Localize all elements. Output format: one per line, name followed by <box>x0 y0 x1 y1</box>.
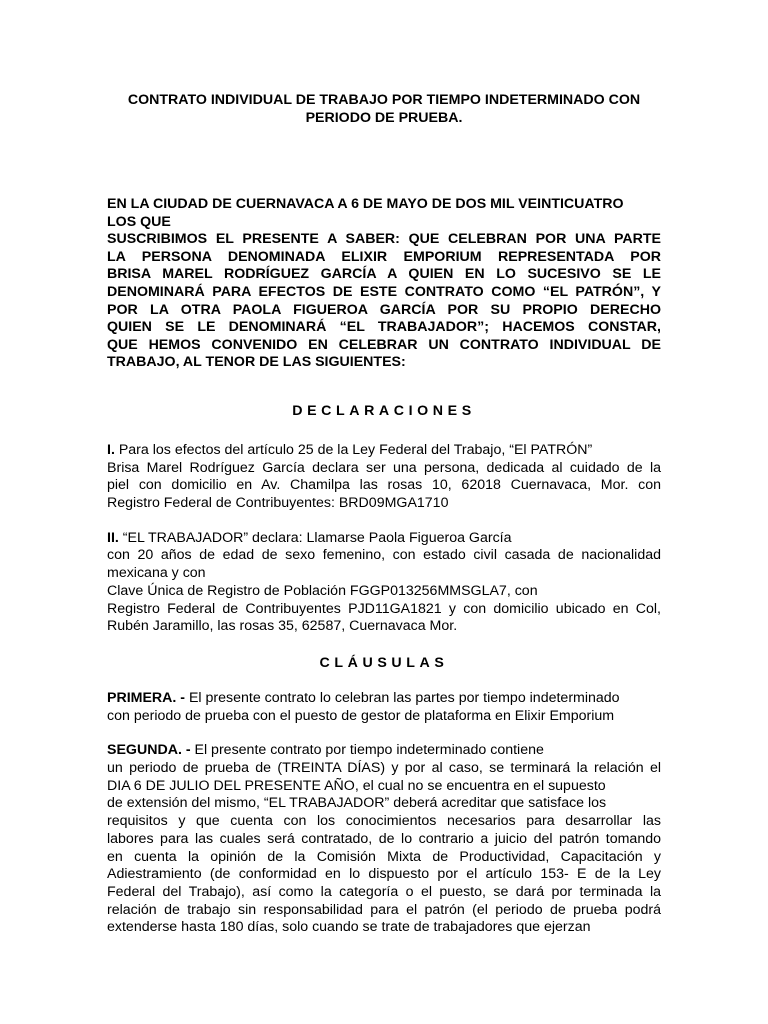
intro-paragraph <box>107 196 661 372</box>
clausulas-heading: CLÁUSULAS <box>319 654 449 671</box>
contract-page <box>107 92 661 937</box>
declaration-text: “EL TRABAJADOR” declara: Llamarse Paola Figueroa García <box>118 529 512 546</box>
intro-line: QUE HEMOS CONVENIDO EN CELEBRAR UN CONTRATO INDIVIDUAL DE <box>107 336 661 353</box>
clausula-primera <box>107 690 661 725</box>
clausula-line: relación de trabajo sin responsabilidad para el patrón (el periodo de prueba podrá <box>107 901 661 918</box>
declaration-line: mexicana y con <box>107 565 206 582</box>
clausula-line: con periodo de prueba con el puesto de gestor de plataforma en Elixir Emporium <box>107 707 615 724</box>
clausula-text: El presente contrato lo celebran las partes por tiempo indeterminado <box>185 689 620 706</box>
clausula-line: DIA 6 DE JULIO DEL PRESENTE AÑO, el cual no se encuentra en el supuesto <box>107 777 606 794</box>
clausula-label: PRIMERA. - <box>107 689 186 706</box>
clausula-line: un periodo de prueba de (TREINTA DÍAS) y por al caso, se terminará la relación el <box>107 760 661 777</box>
title-line: CONTRATO INDIVIDUAL DE TRABAJO POR TIEMPO INDETERMINADO CON <box>127 92 641 108</box>
declaration-1 <box>107 442 661 513</box>
intro-line: EN LA CIUDAD DE CUERNAVACA A 6 DE MAYO DE DOS MIL VEINTICUATRO <box>107 196 624 212</box>
declaration-line: Registro Federal de Contribuyentes: BRD09MGA1710 <box>107 495 449 512</box>
declaration-text: Para los efectos del artículo 25 de la Ley Federal del Trabajo, “El PATRÓN” <box>114 441 593 458</box>
declaration-line: Brisa Marel Rodríguez García declara ser una persona, dedicada al cuidado de la <box>107 459 661 476</box>
intro-line: SUSCRIBIMOS EL PRESENTE A SABER: QUE CELEBRAN POR UNA PARTE <box>107 231 661 248</box>
declaration-label: I. <box>107 441 115 458</box>
declaration-line: con 20 años de edad de sexo femenino, con estado civil casada de nacionalidad <box>107 547 661 564</box>
declaration-line: Clave Única de Registro de Población FGGP013256MMSGLA7, con <box>107 582 538 599</box>
clausula-line: Adiestramiento (de conformidad en lo dispuesto por el artículo 153- E de la Ley <box>107 866 661 883</box>
intro-line: DENOMINARÁ PARA EFECTOS DE ESTE CONTRATO COMO “EL PATRÓN”, Y <box>107 283 661 300</box>
intro-line: LOS QUE <box>107 213 171 230</box>
intro-line: POR LA OTRA PAOLA FIGUEROA GARCÍA POR SU PROPIO DERECHO <box>107 301 661 318</box>
declaration-label: II. <box>107 529 119 546</box>
clausula-line: labores para las cuales será contratado, de lo contrario a juicio del patrón tomando <box>107 830 661 847</box>
clausula-line: de extensión del mismo, “EL TRABAJADOR” deberá acreditar que satisface los <box>107 795 607 812</box>
declaration-line: Registro Federal de Contribuyentes PJD11GA1821 y con domicilio ubicado en Col, <box>107 600 661 617</box>
declaration-2 <box>107 530 661 636</box>
clausula-line: requisitos y que cuenta con los conocimientos necesarios para desarrollar las <box>107 813 661 830</box>
declaration-line: Rubén Jaramillo, las rosas 35, 62587, Cuernavaca Mor. <box>107 618 458 635</box>
clausula-label: SEGUNDA. - <box>107 742 191 759</box>
intro-line: LA PERSONA DENOMINADA ELIXIR EMPORIUM REPRESENTADA POR <box>107 248 661 265</box>
intro-line: QUIEN SE LE DENOMINARÁ “EL TRABAJADOR”; HACEMOS CONSTAR, <box>107 319 661 336</box>
clausula-text: El presente contrato por tiempo indeterminado contiene <box>190 742 544 759</box>
clausula-line: en cuenta la opinión de la Comisión Mixta de Productividad, Capacitación y <box>107 848 661 865</box>
intro-line: TRABAJO, AL TENOR DE LAS SIGUIENTES: <box>107 354 406 371</box>
clausula-line: extenderse hasta 180 días, solo cuando se trate de trabajadores que ejerzan <box>107 919 591 936</box>
intro-line: BRISA MAREL RODRÍGUEZ GARCÍA A QUIEN EN LO SUCESIVO SE LE <box>107 266 661 283</box>
declaration-line: piel con domicilio en Av. Chamilpa las rosas 10, 62018 Cuernavaca, Mor. con <box>107 477 661 494</box>
title-line: PERIODO DE PRUEBA. <box>305 109 463 126</box>
clausula-segunda <box>107 742 661 937</box>
clausula-line: Federal del Trabajo), así como la categoría o el puesto, se dará por terminada la <box>107 884 661 900</box>
declaraciones-heading: DECLARACIONES <box>292 402 476 419</box>
contract-title <box>107 92 661 127</box>
